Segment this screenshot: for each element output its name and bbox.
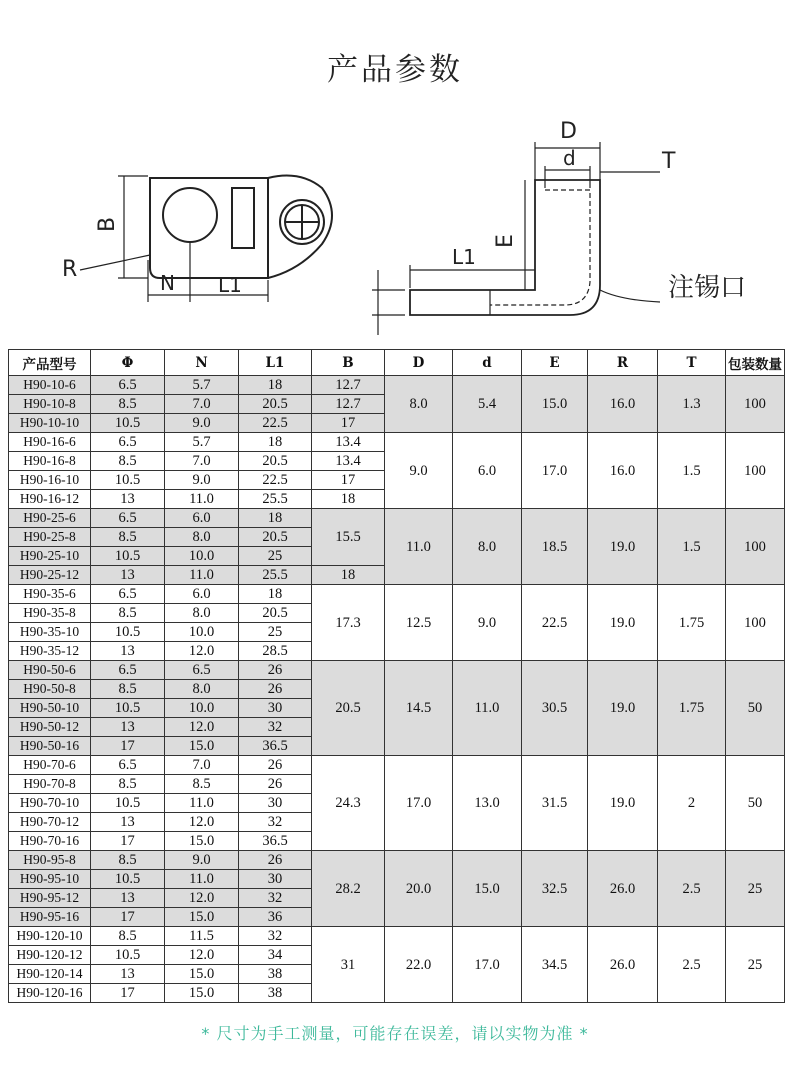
table-header-row bbox=[9, 350, 785, 376]
cell-d-outer: 22.0 bbox=[385, 927, 453, 1003]
spec-table bbox=[8, 349, 785, 1003]
label-L1-side: L1 bbox=[452, 245, 476, 269]
cell-phi: 17 bbox=[91, 737, 165, 756]
cell-e: 32.5 bbox=[522, 851, 588, 927]
header-model: 产品型号 bbox=[9, 350, 91, 376]
cell-d-inner: 11.0 bbox=[453, 661, 522, 756]
cell-n: 7.0 bbox=[165, 395, 239, 414]
cell-qty: 100 bbox=[726, 585, 785, 661]
label-L1-front: L1 bbox=[218, 273, 242, 297]
cell-phi: 8.5 bbox=[91, 775, 165, 794]
cell-phi: 8.5 bbox=[91, 927, 165, 946]
lug-drawing bbox=[0, 110, 790, 345]
cell-b: 24.3 bbox=[312, 756, 385, 851]
cell-model: H90-95-10 bbox=[9, 870, 91, 889]
cell-t: 1.75 bbox=[658, 585, 726, 661]
cell-n: 11.0 bbox=[165, 870, 239, 889]
header-l1: L1 bbox=[239, 350, 312, 376]
cell-phi: 13 bbox=[91, 566, 165, 585]
cell-phi: 8.5 bbox=[91, 851, 165, 870]
cell-n: 12.0 bbox=[165, 946, 239, 965]
cell-n: 8.0 bbox=[165, 680, 239, 699]
cell-n: 8.0 bbox=[165, 528, 239, 547]
cell-phi: 10.5 bbox=[91, 794, 165, 813]
cell-n: 7.0 bbox=[165, 452, 239, 471]
cell-model: H90-10-8 bbox=[9, 395, 91, 414]
cell-e: 30.5 bbox=[522, 661, 588, 756]
cell-l1: 18 bbox=[239, 376, 312, 395]
cell-n: 15.0 bbox=[165, 737, 239, 756]
cell-t: 1.75 bbox=[658, 661, 726, 756]
cell-model: H90-95-12 bbox=[9, 889, 91, 908]
cell-n: 7.0 bbox=[165, 756, 239, 775]
front-view-hole bbox=[163, 188, 217, 242]
cell-l1: 30 bbox=[239, 699, 312, 718]
cell-b: 13.4 bbox=[312, 452, 385, 471]
header-d-outer: D bbox=[385, 350, 453, 376]
cell-phi: 10.5 bbox=[91, 870, 165, 889]
cell-d-inner: 17.0 bbox=[453, 927, 522, 1003]
cell-phi: 17 bbox=[91, 984, 165, 1003]
cell-model: H90-70-12 bbox=[9, 813, 91, 832]
dimension-diagram bbox=[0, 110, 790, 345]
cell-n: 11.0 bbox=[165, 566, 239, 585]
cell-model: H90-25-12 bbox=[9, 566, 91, 585]
cell-l1: 36.5 bbox=[239, 832, 312, 851]
cell-phi: 6.5 bbox=[91, 509, 165, 528]
cell-qty: 100 bbox=[726, 509, 785, 585]
cell-r: 19.0 bbox=[588, 585, 658, 661]
cell-l1: 34 bbox=[239, 946, 312, 965]
cell-b: 17.3 bbox=[312, 585, 385, 661]
cell-phi: 10.5 bbox=[91, 699, 165, 718]
cell-model: H90-120-12 bbox=[9, 946, 91, 965]
page-title: 产品参数 bbox=[327, 52, 463, 88]
cell-n: 12.0 bbox=[165, 889, 239, 908]
cell-b: 12.7 bbox=[312, 376, 385, 395]
cell-n: 12.0 bbox=[165, 813, 239, 832]
cell-n: 15.0 bbox=[165, 965, 239, 984]
cell-phi: 10.5 bbox=[91, 414, 165, 433]
cell-n: 5.7 bbox=[165, 376, 239, 395]
cell-d-outer: 11.0 bbox=[385, 509, 453, 585]
cell-n: 11.0 bbox=[165, 794, 239, 813]
cell-n: 5.7 bbox=[165, 433, 239, 452]
cell-l1: 20.5 bbox=[239, 604, 312, 623]
cell-d-outer: 8.0 bbox=[385, 376, 453, 433]
cell-n: 12.0 bbox=[165, 718, 239, 737]
cell-d-inner: 5.4 bbox=[453, 376, 522, 433]
cell-phi: 6.5 bbox=[91, 661, 165, 680]
cell-t: 2 bbox=[658, 756, 726, 851]
cell-e: 22.5 bbox=[522, 585, 588, 661]
cell-e: 18.5 bbox=[522, 509, 588, 585]
cell-l1: 20.5 bbox=[239, 452, 312, 471]
cell-qty: 100 bbox=[726, 376, 785, 433]
cell-model: H90-120-10 bbox=[9, 927, 91, 946]
cell-l1: 26 bbox=[239, 851, 312, 870]
cell-l1: 20.5 bbox=[239, 528, 312, 547]
cell-t: 1.5 bbox=[658, 433, 726, 509]
cell-n: 15.0 bbox=[165, 984, 239, 1003]
cell-l1: 32 bbox=[239, 927, 312, 946]
cell-t: 1.3 bbox=[658, 376, 726, 433]
label-solder-port: 注锡口 bbox=[668, 273, 747, 303]
cell-model: H90-50-8 bbox=[9, 680, 91, 699]
cell-phi: 13 bbox=[91, 965, 165, 984]
cell-model: H90-70-8 bbox=[9, 775, 91, 794]
cell-b: 28.2 bbox=[312, 851, 385, 927]
footnote: * 尺寸为手工测量，可能存在误差，请以实物为准 * bbox=[201, 1024, 589, 1043]
cell-r: 19.0 bbox=[588, 661, 658, 756]
front-view-slot bbox=[232, 188, 254, 248]
cell-d-inner: 13.0 bbox=[453, 756, 522, 851]
label-T: T bbox=[662, 149, 676, 174]
cell-e: 31.5 bbox=[522, 756, 588, 851]
cell-l1: 38 bbox=[239, 984, 312, 1003]
cell-l1: 25 bbox=[239, 623, 312, 642]
table-row bbox=[9, 927, 785, 946]
cell-n: 15.0 bbox=[165, 832, 239, 851]
cell-n: 15.0 bbox=[165, 908, 239, 927]
cell-model: H90-70-16 bbox=[9, 832, 91, 851]
table-row bbox=[9, 661, 785, 680]
table-row bbox=[9, 851, 785, 870]
cell-b: 17 bbox=[312, 414, 385, 433]
cell-model: H90-70-6 bbox=[9, 756, 91, 775]
cell-n: 8.5 bbox=[165, 775, 239, 794]
cell-model: H90-50-16 bbox=[9, 737, 91, 756]
header-n: N bbox=[165, 350, 239, 376]
cell-e: 17.0 bbox=[522, 433, 588, 509]
cell-l1: 36 bbox=[239, 908, 312, 927]
cell-l1: 25.5 bbox=[239, 566, 312, 585]
cell-l1: 25 bbox=[239, 547, 312, 566]
cell-qty: 25 bbox=[726, 927, 785, 1003]
cell-model: H90-25-6 bbox=[9, 509, 91, 528]
cell-l1: 36.5 bbox=[239, 737, 312, 756]
cell-b: 20.5 bbox=[312, 661, 385, 756]
table-row bbox=[9, 756, 785, 775]
cell-l1: 26 bbox=[239, 775, 312, 794]
cell-phi: 13 bbox=[91, 889, 165, 908]
cell-n: 11.0 bbox=[165, 490, 239, 509]
header-d-inner: d bbox=[453, 350, 522, 376]
cell-n: 10.0 bbox=[165, 547, 239, 566]
cell-l1: 18 bbox=[239, 509, 312, 528]
cell-model: H90-35-12 bbox=[9, 642, 91, 661]
header-phi: Φ bbox=[91, 350, 165, 376]
cell-n: 6.5 bbox=[165, 661, 239, 680]
cell-model: H90-50-6 bbox=[9, 661, 91, 680]
cell-phi: 8.5 bbox=[91, 528, 165, 547]
cell-b: 18 bbox=[312, 566, 385, 585]
label-d: d bbox=[563, 146, 576, 170]
label-N: N bbox=[160, 271, 175, 295]
cell-n: 12.0 bbox=[165, 642, 239, 661]
spec-table-body bbox=[9, 376, 785, 1003]
cell-d-inner: 15.0 bbox=[453, 851, 522, 927]
cell-phi: 8.5 bbox=[91, 604, 165, 623]
cell-b: 18 bbox=[312, 490, 385, 509]
cell-phi: 6.5 bbox=[91, 433, 165, 452]
cell-l1: 20.5 bbox=[239, 395, 312, 414]
cell-l1: 30 bbox=[239, 794, 312, 813]
cell-model: H90-16-6 bbox=[9, 433, 91, 452]
cell-l1: 26 bbox=[239, 680, 312, 699]
front-view-ring bbox=[268, 176, 332, 278]
cell-model: H90-25-10 bbox=[9, 547, 91, 566]
cell-r: 16.0 bbox=[588, 376, 658, 433]
cell-n: 11.5 bbox=[165, 927, 239, 946]
cell-model: H90-120-14 bbox=[9, 965, 91, 984]
cell-phi: 8.5 bbox=[91, 395, 165, 414]
cell-phi: 13 bbox=[91, 490, 165, 509]
cell-phi: 8.5 bbox=[91, 680, 165, 699]
cell-model: H90-50-12 bbox=[9, 718, 91, 737]
cell-l1: 32 bbox=[239, 889, 312, 908]
cell-n: 8.0 bbox=[165, 604, 239, 623]
cell-qty: 50 bbox=[726, 661, 785, 756]
cell-t: 2.5 bbox=[658, 851, 726, 927]
cell-phi: 10.5 bbox=[91, 547, 165, 566]
cell-t: 2.5 bbox=[658, 927, 726, 1003]
cell-n: 6.0 bbox=[165, 585, 239, 604]
cell-model: H90-35-6 bbox=[9, 585, 91, 604]
cell-b: 12.7 bbox=[312, 395, 385, 414]
cell-phi: 10.5 bbox=[91, 946, 165, 965]
cell-n: 9.0 bbox=[165, 414, 239, 433]
front-view-body bbox=[150, 178, 268, 278]
header-b: B bbox=[312, 350, 385, 376]
cell-qty: 25 bbox=[726, 851, 785, 927]
cell-model: H90-120-16 bbox=[9, 984, 91, 1003]
cell-l1: 22.5 bbox=[239, 414, 312, 433]
cell-phi: 6.5 bbox=[91, 756, 165, 775]
cell-d-inner: 6.0 bbox=[453, 433, 522, 509]
cell-l1: 32 bbox=[239, 813, 312, 832]
cell-l1: 26 bbox=[239, 756, 312, 775]
cell-r: 19.0 bbox=[588, 509, 658, 585]
cell-n: 9.0 bbox=[165, 471, 239, 490]
label-D: D bbox=[560, 119, 577, 144]
cell-model: H90-25-8 bbox=[9, 528, 91, 547]
table-row bbox=[9, 509, 785, 528]
cell-d-outer: 12.5 bbox=[385, 585, 453, 661]
cell-n: 10.0 bbox=[165, 699, 239, 718]
cell-n: 6.0 bbox=[165, 509, 239, 528]
cell-l1: 32 bbox=[239, 718, 312, 737]
cell-model: H90-16-12 bbox=[9, 490, 91, 509]
cell-n: 9.0 bbox=[165, 851, 239, 870]
cell-model: H90-95-16 bbox=[9, 908, 91, 927]
cell-model: H90-16-8 bbox=[9, 452, 91, 471]
cell-phi: 17 bbox=[91, 832, 165, 851]
cell-l1: 30 bbox=[239, 870, 312, 889]
cell-model: H90-35-10 bbox=[9, 623, 91, 642]
cell-l1: 28.5 bbox=[239, 642, 312, 661]
label-B: B bbox=[95, 216, 120, 232]
cell-d-outer: 20.0 bbox=[385, 851, 453, 927]
header-t: T bbox=[658, 350, 726, 376]
cell-d-inner: 8.0 bbox=[453, 509, 522, 585]
cell-t: 1.5 bbox=[658, 509, 726, 585]
cell-phi: 10.5 bbox=[91, 471, 165, 490]
cell-l1: 22.5 bbox=[239, 471, 312, 490]
cell-model: H90-10-6 bbox=[9, 376, 91, 395]
cell-phi: 13 bbox=[91, 813, 165, 832]
cell-r: 26.0 bbox=[588, 927, 658, 1003]
table-row bbox=[9, 585, 785, 604]
cell-l1: 18 bbox=[239, 585, 312, 604]
table-row bbox=[9, 433, 785, 452]
cell-model: H90-16-10 bbox=[9, 471, 91, 490]
cell-d-inner: 9.0 bbox=[453, 585, 522, 661]
cell-model: H90-50-10 bbox=[9, 699, 91, 718]
cell-l1: 18 bbox=[239, 433, 312, 452]
cell-qty: 50 bbox=[726, 756, 785, 851]
cell-b: 15.5 bbox=[312, 509, 385, 566]
cell-r: 16.0 bbox=[588, 433, 658, 509]
cell-l1: 25.5 bbox=[239, 490, 312, 509]
cell-r: 19.0 bbox=[588, 756, 658, 851]
header-e: E bbox=[522, 350, 588, 376]
cell-phi: 6.5 bbox=[91, 376, 165, 395]
cell-model: H90-95-8 bbox=[9, 851, 91, 870]
cell-model: H90-10-10 bbox=[9, 414, 91, 433]
label-R: R bbox=[62, 257, 78, 282]
cell-d-outer: 14.5 bbox=[385, 661, 453, 756]
cell-e: 34.5 bbox=[522, 927, 588, 1003]
cell-b: 17 bbox=[312, 471, 385, 490]
header-qty: 包装数量 bbox=[726, 350, 785, 376]
cell-n: 10.0 bbox=[165, 623, 239, 642]
cell-l1: 38 bbox=[239, 965, 312, 984]
cell-model: H90-35-8 bbox=[9, 604, 91, 623]
cell-d-outer: 9.0 bbox=[385, 433, 453, 509]
cell-l1: 26 bbox=[239, 661, 312, 680]
cell-phi: 17 bbox=[91, 908, 165, 927]
cell-d-outer: 17.0 bbox=[385, 756, 453, 851]
cell-r: 26.0 bbox=[588, 851, 658, 927]
header-r: R bbox=[588, 350, 658, 376]
cell-e: 15.0 bbox=[522, 376, 588, 433]
cell-b: 31 bbox=[312, 927, 385, 1003]
cell-phi: 8.5 bbox=[91, 452, 165, 471]
cell-model: H90-70-10 bbox=[9, 794, 91, 813]
cell-phi: 6.5 bbox=[91, 585, 165, 604]
cell-b: 13.4 bbox=[312, 433, 385, 452]
table-row bbox=[9, 376, 785, 395]
cell-qty: 100 bbox=[726, 433, 785, 509]
cell-phi: 13 bbox=[91, 642, 165, 661]
cell-phi: 10.5 bbox=[91, 623, 165, 642]
cell-phi: 13 bbox=[91, 718, 165, 737]
label-E: E bbox=[493, 234, 518, 248]
